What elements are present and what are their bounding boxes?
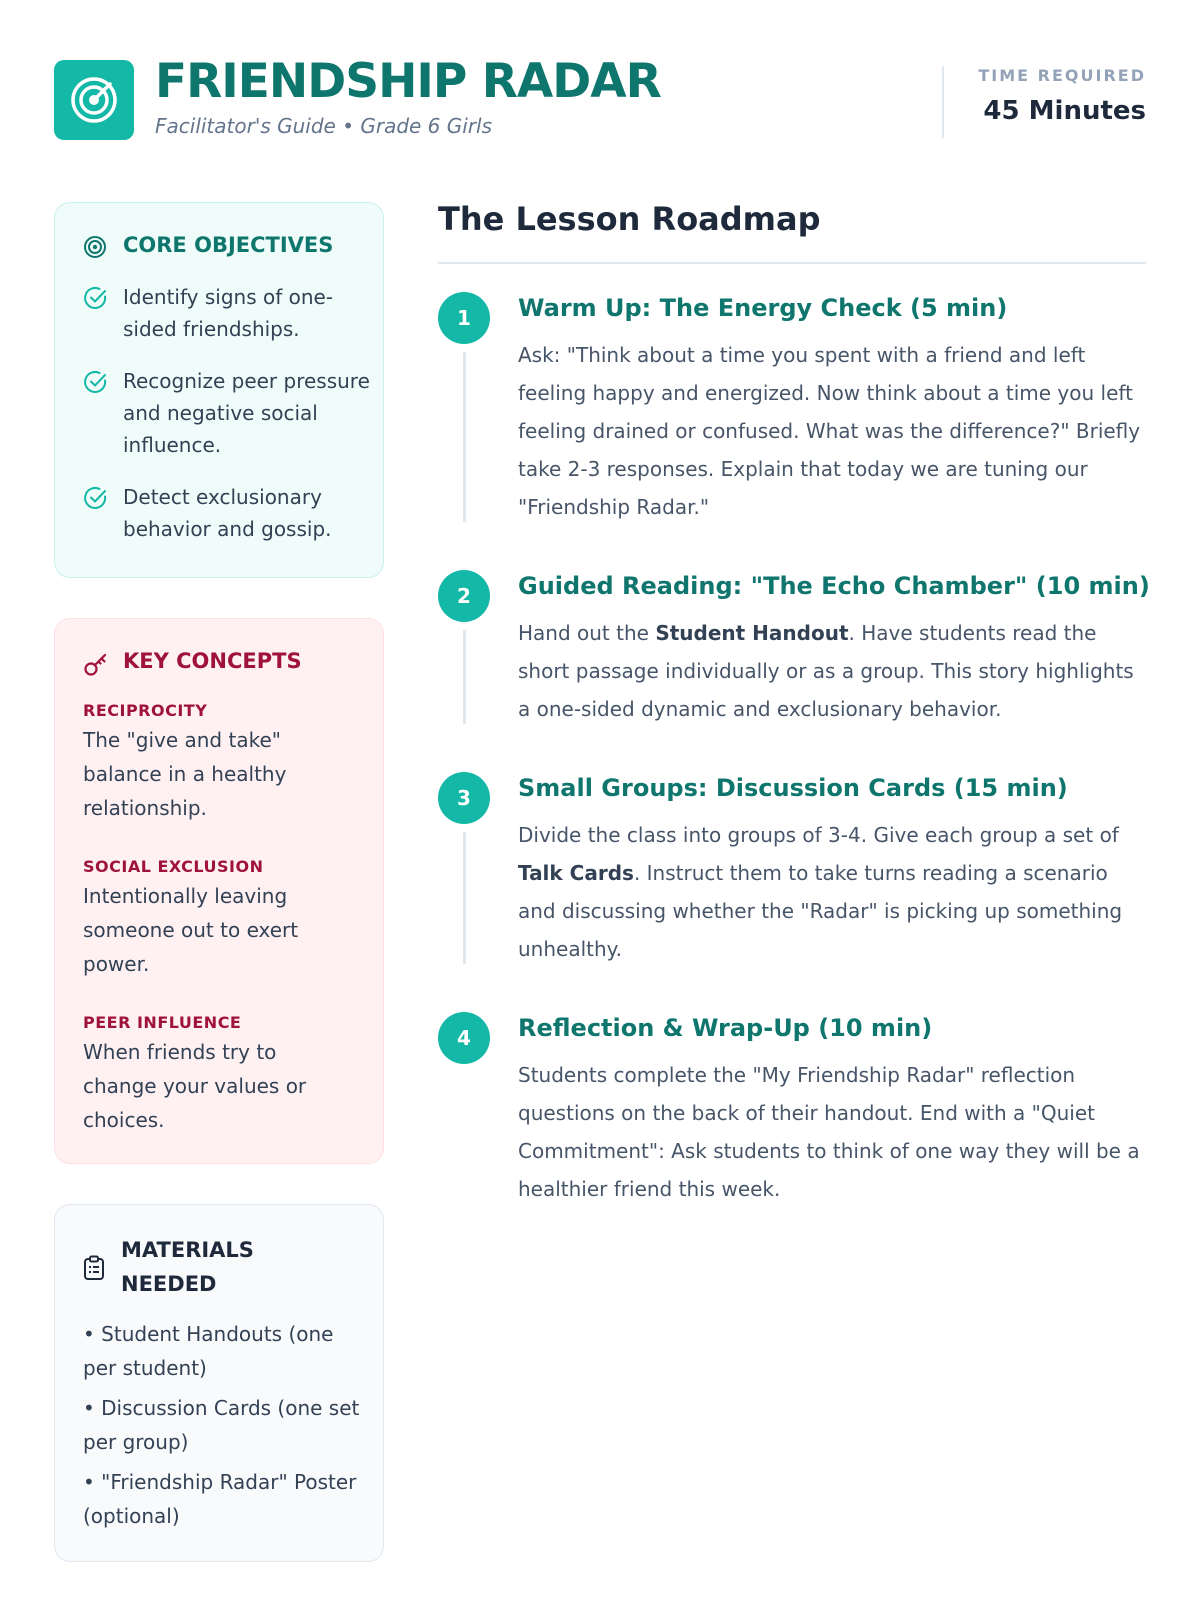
material-item: • "Friendship Radar" Poster (optional) [83, 1470, 357, 1528]
page-title: FRIENDSHIP RADAR [155, 54, 661, 109]
timeline-connector [463, 630, 466, 724]
step-text: Hand out the [518, 621, 656, 645]
objective-text: Identify signs of one-sided friendships. [123, 285, 334, 341]
key-concepts-title: KEY CONCEPTS [123, 649, 302, 673]
time-required-label: TIME REQUIRED [978, 66, 1146, 85]
step-description [518, 336, 1148, 526]
materials-title: MATERIALS NEEDED [121, 1238, 254, 1296]
step-description [518, 614, 1148, 728]
objective-text: Detect exclusionary behavior and gossip. [123, 485, 332, 541]
step-number-badge: 4 [438, 1012, 490, 1064]
clipboard-icon [83, 1255, 105, 1285]
time-required-value: 45 Minutes [983, 96, 1146, 126]
step-text: . Instruct them to take turns reading a scenario and discussing whether the "Radar" is picking up something unhealthy. [518, 861, 1123, 961]
objective-text: Recognize peer pressure and negative social influence. [123, 369, 370, 457]
step-emphasis: Student Handout [655, 621, 849, 645]
concept-term: PEER INFLUENCE [83, 1013, 242, 1032]
page-subtitle: Facilitator's Guide • Grade 6 Girls [155, 114, 493, 138]
concept-item [83, 1011, 373, 1137]
roadmap-title: The Lesson Roadmap [438, 200, 821, 238]
material-item: • Discussion Cards (one set per group) [83, 1396, 360, 1454]
step-title: Guided Reading: "The Echo Chamber" (10 min) [518, 572, 1150, 600]
concept-definition: Intentionally leaving someone out to exert power. [83, 884, 299, 976]
concept-term: SOCIAL EXCLUSION [83, 857, 264, 876]
check-circle-icon [83, 369, 109, 399]
concept-term: RECIPROCITY [83, 701, 208, 720]
material-item: • Student Handouts (one per student) [83, 1322, 334, 1380]
key-icon [83, 651, 109, 681]
step-text: Ask: "Think about a time you spent with a friend and left feeling happy and energized. Now think about a time you left feeling drained or confused. What was the difference?" Briefly take 2-3 responses. Explain that today we are tuning our "Friendship Radar." [518, 343, 1141, 519]
roadmap-divider [438, 262, 1146, 264]
step-description [518, 1056, 1148, 1208]
key-concepts-card [54, 618, 384, 1164]
step-text: Students complete the "My Friendship Radar" reflection questions on the back of their handout. End with a "Quiet Commitment": Ask students to think of one way they will be a healthier friend this week. [518, 1063, 1140, 1201]
step-title: Reflection & Wrap-Up (10 min) [518, 1014, 933, 1042]
step-description [518, 816, 1148, 968]
header-divider [942, 66, 944, 138]
timeline-connector [463, 352, 466, 522]
materials-card [54, 1204, 384, 1562]
step-number-badge: 2 [438, 570, 490, 622]
core-objectives-title: CORE OBJECTIVES [123, 233, 334, 257]
radar-icon [54, 60, 134, 140]
step-number-badge: 1 [438, 292, 490, 344]
concept-item [83, 855, 373, 981]
target-icon [83, 235, 107, 263]
step-number-badge: 3 [438, 772, 490, 824]
timeline-connector [463, 832, 466, 964]
concept-definition: When friends try to change your values or choices. [83, 1040, 307, 1132]
step-title: Warm Up: The Energy Check (5 min) [518, 294, 1008, 322]
step-emphasis: Talk Cards [518, 861, 634, 885]
concept-definition: The "give and take" balance in a healthy relationship. [83, 728, 287, 820]
core-objectives-card [54, 202, 384, 578]
check-circle-icon [83, 285, 109, 315]
page-header [54, 54, 1146, 142]
check-circle-icon [83, 485, 109, 515]
step-text: Divide the class into groups of 3-4. Give each group a set of [518, 823, 1119, 847]
step-title: Small Groups: Discussion Cards (15 min) [518, 774, 1068, 802]
concept-item [83, 699, 373, 825]
step-text: . Have students read the short passage individually or as a group. This story highlights a one-sided dynamic and exclusionary behavior. [518, 621, 1134, 721]
